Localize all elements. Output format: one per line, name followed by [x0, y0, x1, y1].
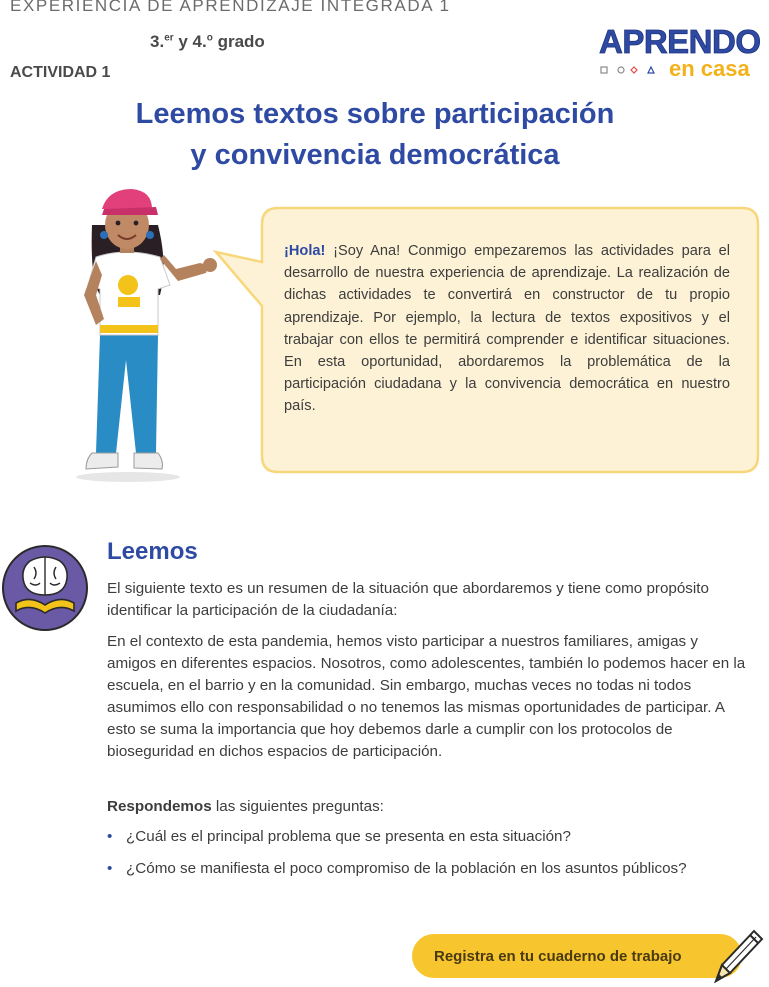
page-title [40, 94, 710, 176]
aprendo-en-casa-logo [597, 25, 769, 85]
grade-part2: y 4. [173, 32, 207, 51]
section-heading: Leemos [107, 538, 198, 565]
question-list [107, 826, 747, 890]
logo-line2: en casa [669, 56, 750, 81]
respond-rest: las siguientes preguntas: [211, 798, 384, 815]
grade-label [150, 32, 265, 52]
grade-part1: 3. [150, 32, 165, 51]
title-line1: Leemos textos sobre participación [135, 98, 615, 130]
greeting-text: ¡Hola! [284, 243, 326, 259]
grade-part3: grado [212, 32, 265, 51]
context-paragraph: En el contexto de esta pandemia, hemos visto participar a nuestros familiares, amigas y amigos en diferentes espacios. Nosotros, como adolescentes, también lo podemos hacer en la escuela, en el barrio y en la comunidad. Sin embargo, muchas veces no todas ni todos asumimos ello con responsabilidad o no tenemos las mismas oportunidades de participar. A esto se suma la importancia que hoy debemos darle a cumplir con los protocolos de bioseguridad en dichos espacios de participación. [107, 633, 746, 760]
list-item [107, 858, 747, 880]
register-notebook-button[interactable]: Registra en tu cuaderno de trabajo [412, 934, 742, 978]
bubble-body-text: ¡Soy Ana! Conmigo empezaremos las actividades para el desarrollo de nuestra experiencia de aprendizaje. La realización de dichas actividades te convertirá en constructor de tu propio aprendizaje. Por ejemplo, la lectura de textos expositivos y el trabajar con ellos te permitirá comprender e identificar situaciones. En esta oportunidad, abordaremos la problemática de la participación ciudadana y la convivencia democrática en nuestro país. [284, 243, 730, 415]
grade-sup2: o [206, 32, 213, 44]
bullet-marker: • [107, 828, 113, 845]
bubble-text [284, 240, 730, 418]
bullet-marker: • [107, 860, 113, 877]
grade-sup1: er [164, 32, 174, 44]
logo-line1: APRENDO [599, 25, 761, 60]
brain-book-icon [0, 543, 90, 633]
title-line2: y convivencia democrática [190, 139, 560, 171]
ana-character-illustration [60, 185, 230, 485]
activity-label: ACTIVIDAD 1 [10, 64, 111, 81]
pencil-icon [708, 925, 768, 987]
question-text: ¿Cómo se manifiesta el poco compromiso de la población en los asuntos públicos? [126, 860, 687, 877]
question-text: ¿Cuál es el principal problema que se presenta en esta situación? [126, 828, 571, 845]
list-item [107, 826, 747, 848]
respond-instruction [107, 796, 747, 818]
experience-label: EXPERIENCIA DE APRENDIZAJE INTEGRADA 1 [10, 0, 451, 15]
respond-bold: Respondemos [107, 798, 212, 815]
intro-paragraph: El siguiente texto es un resumen de la situación que abordaremos y tiene como propósito identificar la participación de la ciudadanía: [107, 580, 709, 619]
